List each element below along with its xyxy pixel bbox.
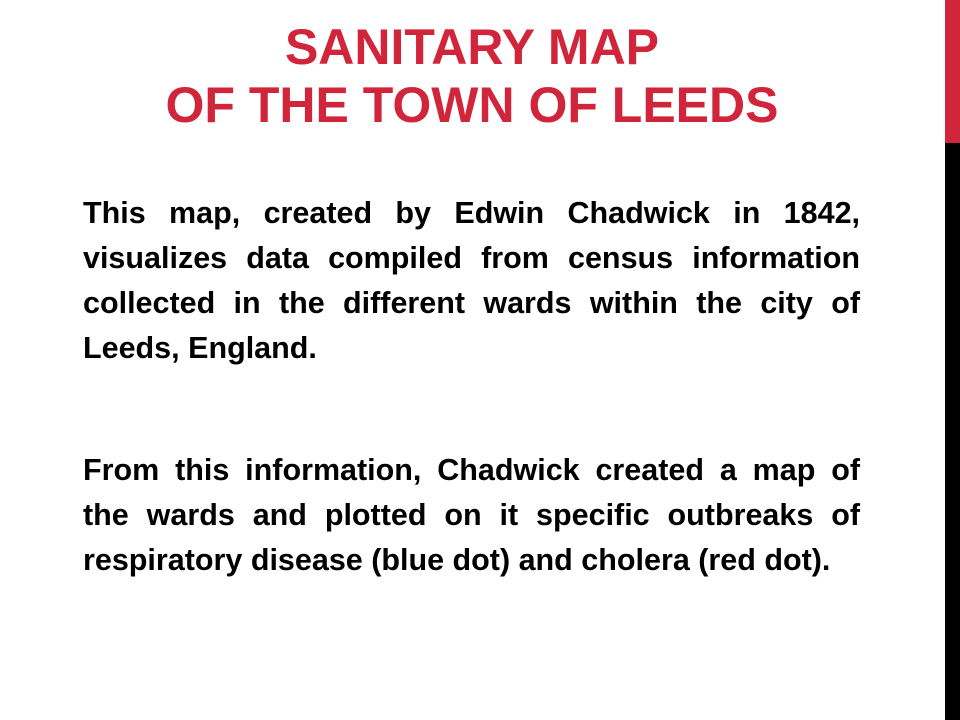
paragraph-details: From this information, Chadwick created a map of the wards and plotted on it specific outbreaks of respiratory disease (blue dot) and cholera (red dot). [83, 453, 860, 577]
title-line-2: OF THE TOWN OF LEEDS [165, 77, 779, 133]
side-decoration-bar [945, 0, 960, 720]
slide-title [40, 18, 904, 134]
paragraph-intro: This map, created by Edwin Chadwick in 1842, visualizes data compiled from census information collected in the different wards within the city of Leeds, England. [83, 196, 860, 365]
title-line-1: SANITARY MAP [284, 19, 660, 75]
side-accent-bar [945, 0, 960, 143]
